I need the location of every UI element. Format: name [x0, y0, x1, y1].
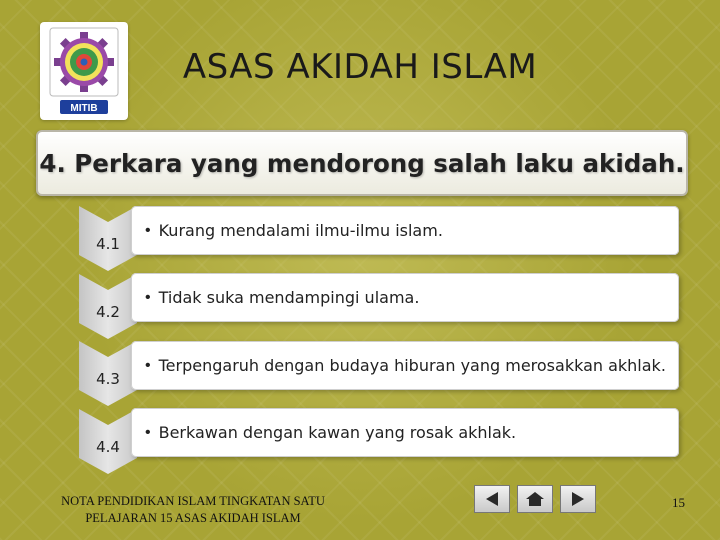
item-number: 4.3: [96, 370, 120, 388]
bullet-icon: •: [145, 221, 151, 239]
school-logo: [40, 22, 128, 120]
item-text: Terpengaruh dengan budaya hiburan yang merosakkan akhlak.: [158, 356, 666, 375]
list-item: [131, 341, 679, 390]
logo-text: MITIB: [70, 103, 98, 114]
bullet-icon: •: [145, 423, 151, 441]
previous-button[interactable]: [474, 485, 510, 513]
footer-line-2: PELAJARAN 15 ASAS AKIDAH ISLAM: [85, 511, 301, 525]
footer-note: [28, 493, 358, 527]
school-crest-icon: [40, 22, 128, 120]
next-button[interactable]: [560, 485, 596, 513]
bullet-icon: •: [145, 288, 151, 306]
slide-title: ASAS AKIDAH ISLAM: [182, 47, 538, 87]
list-item: [131, 206, 679, 255]
item-text: Berkawan dengan kawan yang rosak akhlak.: [158, 423, 517, 442]
footer-line-1: NOTA PENDIDIKAN ISLAM TINGKATAN SATU: [61, 494, 325, 508]
home-icon: [524, 490, 546, 508]
item-number: 4.1: [96, 235, 120, 253]
heading-bar: [36, 130, 688, 196]
item-text: Tidak suka mendampingi ulama.: [158, 288, 420, 307]
page-number: 15: [672, 495, 685, 510]
item-text: Kurang mendalami ilmu-ilmu islam.: [158, 221, 443, 240]
slide-heading: 4. Perkara yang mendorong salah laku akidah.: [39, 148, 685, 178]
item-number: 4.2: [96, 303, 120, 321]
bullet-icon: •: [145, 356, 151, 374]
list-item: [131, 273, 679, 322]
triangle-left-icon: [482, 490, 502, 508]
triangle-right-icon: [568, 490, 588, 508]
home-button[interactable]: [517, 485, 553, 513]
item-number: 4.4: [96, 438, 120, 456]
list-item: [131, 408, 679, 457]
